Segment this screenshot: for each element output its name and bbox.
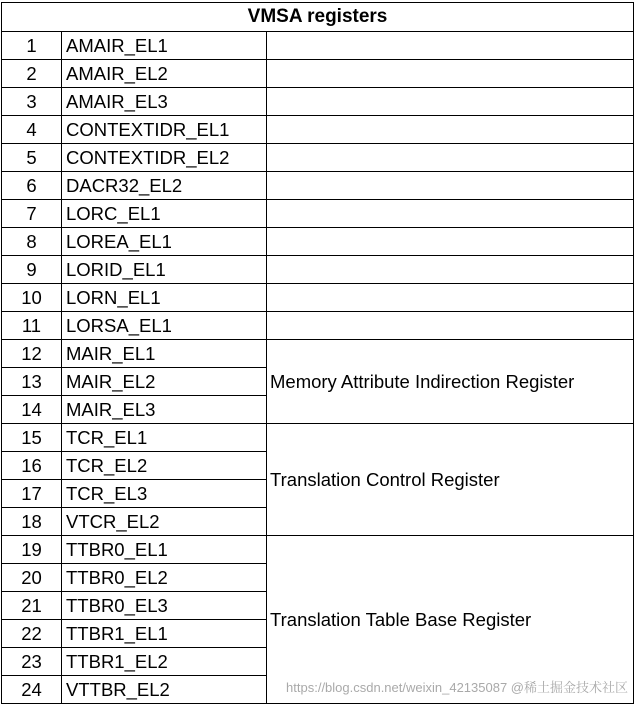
table-row [2,116,634,144]
description-cell-empty [267,228,634,256]
row-number: 3 [2,88,62,116]
table-row [2,228,634,256]
vmsa-registers-table [1,2,634,704]
table-row [2,284,634,312]
table-row [2,60,634,88]
register-name: AMAIR_EL2 [62,60,267,88]
row-number: 10 [2,284,62,312]
register-name: AMAIR_EL3 [62,88,267,116]
register-name: LOREA_EL1 [62,228,267,256]
register-name: MAIR_EL1 [62,340,267,368]
register-name: DACR32_EL2 [62,172,267,200]
register-name: LORSA_EL1 [62,312,267,340]
row-number: 24 [2,676,62,704]
table-row [2,200,634,228]
register-name: TCR_EL2 [62,452,267,480]
row-number: 14 [2,396,62,424]
row-number: 13 [2,368,62,396]
table-row [2,424,634,452]
register-name: TTBR0_EL2 [62,564,267,592]
register-name: TTBR1_EL2 [62,648,267,676]
row-number: 1 [2,32,62,60]
register-name: VTCR_EL2 [62,508,267,536]
watermark: https://blog.csdn.net/weixin_42135087 @稀土掘金技术社区 [286,680,628,695]
row-number: 12 [2,340,62,368]
register-name: LORC_EL1 [62,200,267,228]
register-name: MAIR_EL2 [62,368,267,396]
register-name: VTTBR_EL2 [62,676,267,704]
register-name: TCR_EL3 [62,480,267,508]
row-number: 22 [2,620,62,648]
table-title: VMSA registers [2,3,634,32]
description-cell-empty [267,144,634,172]
register-name: TTBR1_EL1 [62,620,267,648]
description-cell-empty [267,256,634,284]
row-number: 6 [2,172,62,200]
description-cell-empty [267,200,634,228]
table-row [2,536,634,564]
register-group-description: Memory Attribute Indirection Register [267,340,634,424]
row-number: 18 [2,508,62,536]
table-row [2,88,634,116]
register-name: LORN_EL1 [62,284,267,312]
register-name: AMAIR_EL1 [62,32,267,60]
register-name: MAIR_EL3 [62,396,267,424]
register-name: LORID_EL1 [62,256,267,284]
table-title-row [2,3,634,32]
row-number: 8 [2,228,62,256]
description-cell-empty [267,60,634,88]
row-number: 5 [2,144,62,172]
row-number: 4 [2,116,62,144]
table-row [2,256,634,284]
register-name: CONTEXTIDR_EL1 [62,116,267,144]
register-group-description: Translation Table Base Register [267,536,634,704]
table-row [2,312,634,340]
description-cell-empty [267,32,634,60]
row-number: 9 [2,256,62,284]
row-number: 11 [2,312,62,340]
table-row [2,172,634,200]
table-row [2,144,634,172]
row-number: 15 [2,424,62,452]
row-number: 23 [2,648,62,676]
row-number: 7 [2,200,62,228]
register-name: CONTEXTIDR_EL2 [62,144,267,172]
description-cell-empty [267,88,634,116]
description-cell-empty [267,116,634,144]
register-name: TTBR0_EL1 [62,536,267,564]
row-number: 2 [2,60,62,88]
register-name: TTBR0_EL3 [62,592,267,620]
row-number: 16 [2,452,62,480]
register-group-description: Translation Control Register [267,424,634,536]
description-cell-empty [267,312,634,340]
row-number: 20 [2,564,62,592]
row-number: 21 [2,592,62,620]
row-number: 17 [2,480,62,508]
table-row [2,340,634,368]
register-name: TCR_EL1 [62,424,267,452]
description-cell-empty [267,172,634,200]
row-number: 19 [2,536,62,564]
description-cell-empty [267,284,634,312]
table-row [2,32,634,60]
